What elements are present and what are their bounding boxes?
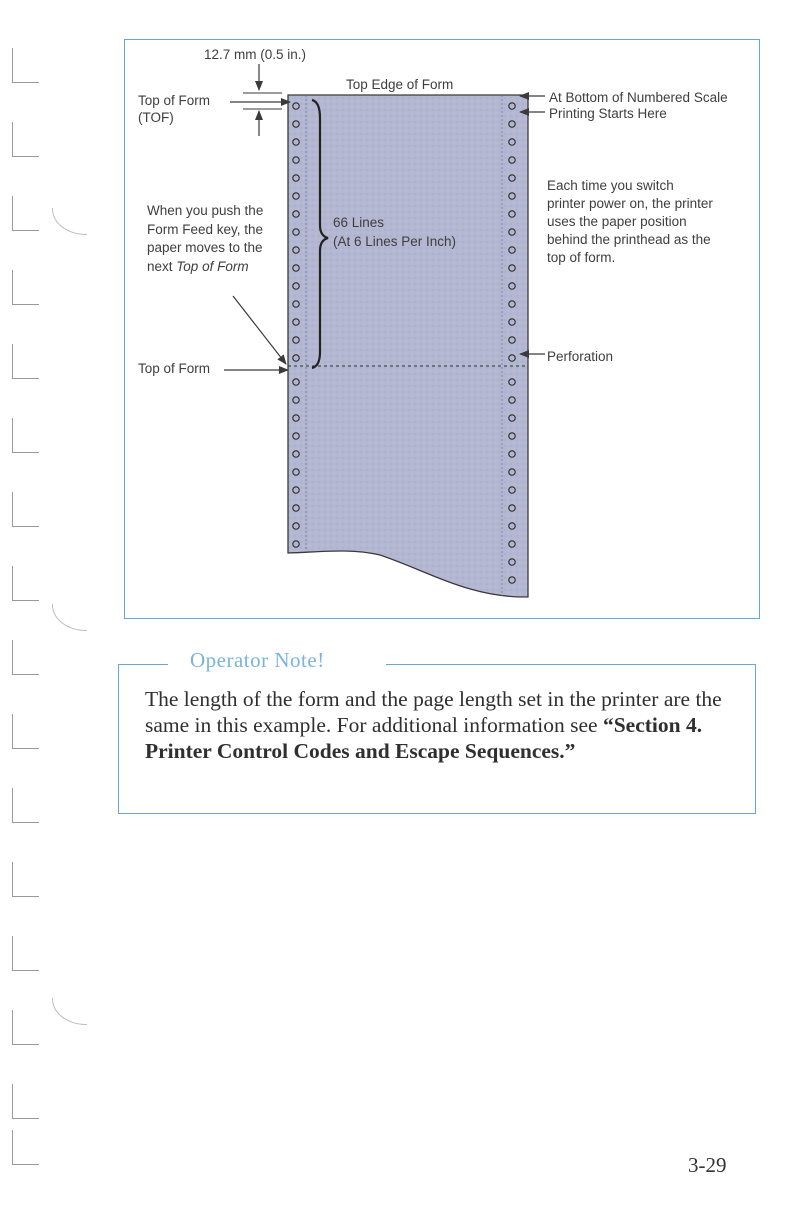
lines-label: 66 Lines [333,215,385,230]
note-text-bold: “Section 4. Printer Control Codes and Escape Sequences.” [145,713,703,763]
binding-mark [12,862,39,897]
note-border-top-right [386,664,756,665]
switch-power-text: Each time you switch printer power on, the printer uses the paper position behind the printhead as the top of form. [547,178,713,265]
top-of-form-tof-label: Top of Form (TOF) [138,93,211,125]
dimension-label: 12.7 mm (0.5 in.) [204,47,307,62]
numbered-scale-label: At Bottom of Numbered Scale [549,90,728,105]
printing-starts-label: Printing Starts Here [549,106,667,121]
top-of-form-label: Top of Form [138,361,211,376]
form-feed-plain: When you push the Form Feed key, the paper moves to the next [147,203,264,274]
operator-note-text [145,686,740,764]
arrow-diagonal-icon [233,296,286,364]
binding-mark [12,640,39,675]
binding-mark [12,788,39,823]
binding-mark [12,936,39,971]
lines-per-inch-label: (At 6 Lines Per Inch) [333,234,457,249]
perforation-label: Perforation [547,349,614,364]
operator-note-title: Operator Note! [190,648,325,672]
note-border-top-left [118,664,168,665]
binding-curl [52,998,87,1025]
note-text-plain: The length of the form and the page length set in the printer are the same in this example. For additional information see [145,687,722,737]
binding-mark [12,1084,39,1119]
top-edge-label: Top Edge of Form [346,77,454,92]
form-feed-text [147,202,287,276]
binding-mark [12,1010,39,1045]
paper-form [288,95,528,597]
form-feed-italic: Top of Form [176,258,249,274]
binding-mark [12,714,39,749]
page-number: 3-29 [688,1153,727,1177]
binding-mark [12,1130,39,1165]
